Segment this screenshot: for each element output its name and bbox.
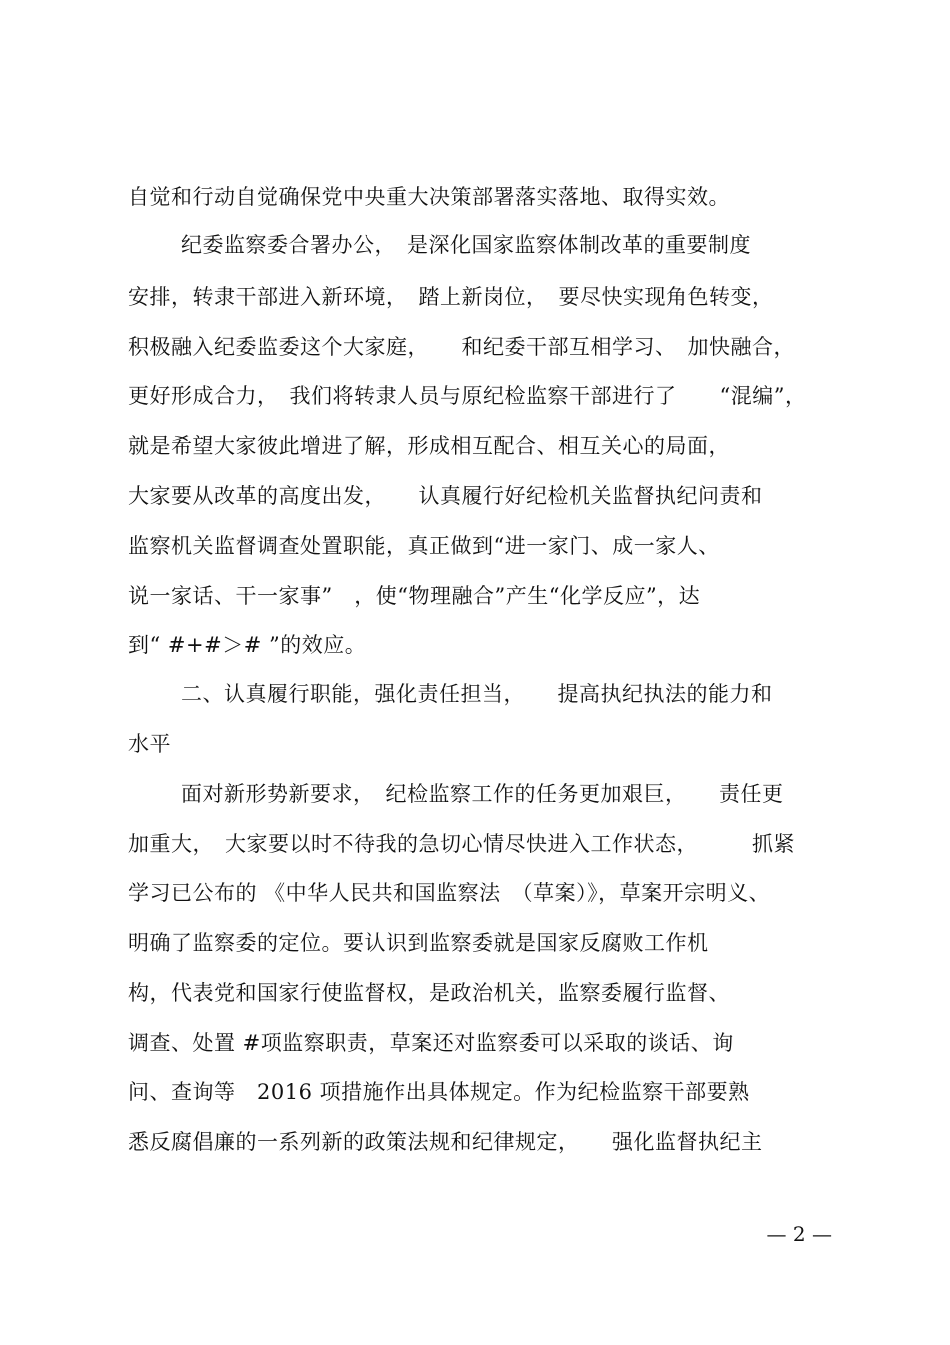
page-number: — 2 —: [766, 1222, 832, 1246]
text-line-14: 加重大， 大家要以时不待我的急切心情尽快进入工作状态， 抓紧: [128, 832, 795, 856]
text-line-7: 大家要从改革的高度出发， 认真履行好纪检机关监督执纪问责和: [128, 484, 763, 508]
text-line-20: 悉反腐倡廉的一系列新的政策法规和纪律规定， 强化监督执纪主: [128, 1130, 763, 1154]
text-line-13: 面对新形势新要求， 纪检监察工作的任务更加艰巨， 责任更: [181, 782, 784, 806]
text-line-10: 到“ #+#＞# ”的效应。: [128, 633, 367, 657]
text-line-3: 安排，转隶干部进入新环境， 踏上新岗位， 要尽快实现角色转变，: [128, 285, 774, 309]
text-line-6: 就是希望大家彼此增进了解，形成相互配合、相互关心的局面，: [128, 434, 730, 458]
text-line-4: 积极融入纪委监委这个大家庭， 和纪委干部互相学习、 加快融合，: [128, 335, 795, 359]
text-line-16: 明确了监察委的定位。要认识到监察委就是国家反腐败工作机: [128, 931, 709, 955]
text-line-9: 说一家话、干一家事” ，使“物理融合”产生“化学反应”，达: [128, 584, 701, 608]
section-heading-continuation: 水平: [128, 732, 171, 756]
text-line-2: 纪委监察委合署办公， 是深化国家监察体制改革的重要制度: [181, 233, 751, 257]
section-heading: 二、认真履行职能，强化责任担当， 提高执纪执法的能力和: [181, 682, 773, 706]
text-line-17: 构，代表党和国家行使监督权，是政治机关，监察委履行监督、: [128, 981, 730, 1005]
text-line-5: 更好形成合力， 我们将转隶人员与原纪检监察干部进行了 “混编”，: [128, 384, 807, 408]
text-line-1: 自觉和行动自觉确保党中央重大决策部署落实落地、取得实效。: [128, 185, 730, 209]
text-line-19: 问、查询等 2016 项措施作出具体规定。作为纪检监察干部要熟: [128, 1080, 750, 1104]
text-line-8: 监察机关监督调查处置职能，真正做到“进一家门、成一家人、: [128, 534, 720, 558]
text-line-18: 调查、处置 #项监察职责，草案还对监察委可以采取的谈话、询: [128, 1031, 734, 1055]
text-line-15: 学习已公布的 《中华人民共和国监察法 （草案）》，草案开宗明义、: [128, 881, 771, 905]
